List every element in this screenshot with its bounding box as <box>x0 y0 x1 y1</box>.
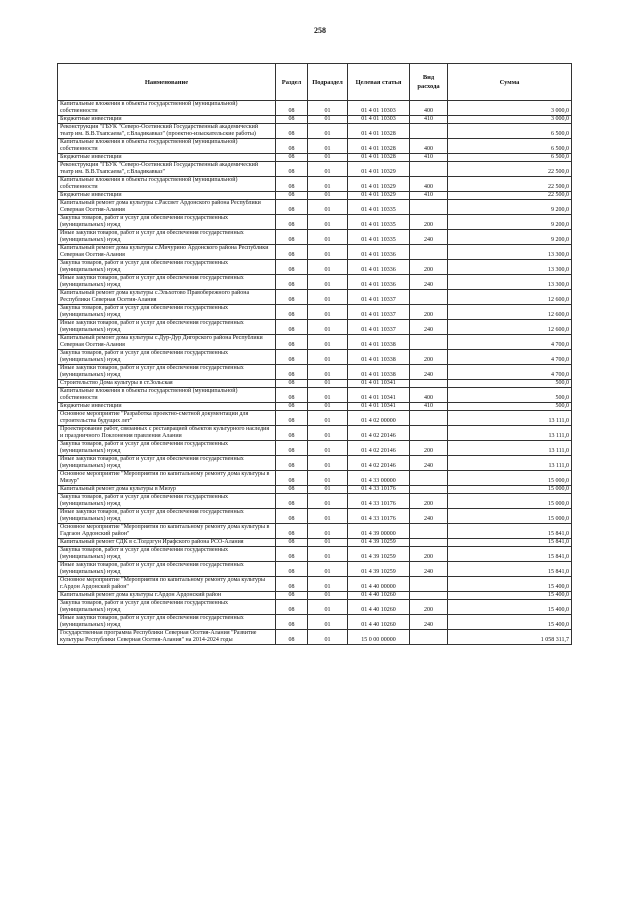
table-row <box>58 615 572 630</box>
table-row <box>58 275 572 290</box>
table-row <box>58 139 572 154</box>
cell-vid: 410 <box>410 403 448 411</box>
cell-podrazdel: 01 <box>308 154 348 162</box>
cell-vid: 200 <box>410 260 448 275</box>
cell-podrazdel: 01 <box>308 116 348 124</box>
cell-statya: 01 4 33 10176 <box>348 509 410 524</box>
cell-summa: 6 500,0 <box>448 124 572 139</box>
table-row <box>58 403 572 411</box>
cell-podrazdel: 01 <box>308 494 348 509</box>
cell-razdel: 08 <box>276 388 308 403</box>
cell-vid: 240 <box>410 456 448 471</box>
cell-podrazdel: 01 <box>308 139 348 154</box>
cell-podrazdel: 01 <box>308 630 348 645</box>
cell-vid <box>410 539 448 547</box>
cell-statya: 01 4 01 10335 <box>348 230 410 245</box>
cell-razdel: 08 <box>276 615 308 630</box>
cell-name: Капитальные вложения в объекты государственной (муниципальной) собственности <box>58 101 276 116</box>
cell-podrazdel: 01 <box>308 547 348 562</box>
header-vid: Вид расхода <box>410 64 448 101</box>
cell-statya: 01 4 02 00000 <box>348 411 410 426</box>
cell-vid <box>410 162 448 177</box>
cell-vid <box>410 200 448 215</box>
cell-summa: 22 500,0 <box>448 162 572 177</box>
cell-name: Иные закупки товаров, работ и услуг для обеспечения государственных (муниципальных) нужд <box>58 615 276 630</box>
cell-podrazdel: 01 <box>308 456 348 471</box>
cell-podrazdel: 01 <box>308 615 348 630</box>
cell-razdel: 08 <box>276 350 308 365</box>
table-row <box>58 154 572 162</box>
cell-summa: 15 000,0 <box>448 486 572 494</box>
cell-vid: 240 <box>410 230 448 245</box>
cell-podrazdel: 01 <box>308 509 348 524</box>
cell-statya: 01 4 01 10336 <box>348 260 410 275</box>
cell-razdel: 08 <box>276 471 308 486</box>
cell-statya: 01 4 40 00000 <box>348 577 410 592</box>
cell-podrazdel: 01 <box>308 350 348 365</box>
cell-podrazdel: 01 <box>308 539 348 547</box>
cell-razdel: 08 <box>276 380 308 388</box>
cell-statya: 01 4 01 10329 <box>348 177 410 192</box>
cell-podrazdel: 01 <box>308 411 348 426</box>
table-row <box>58 411 572 426</box>
table-row <box>58 320 572 335</box>
table-row <box>58 577 572 592</box>
cell-name: Бюджетные инвестиции <box>58 403 276 411</box>
table-row <box>58 562 572 577</box>
cell-statya: 01 4 01 10336 <box>348 275 410 290</box>
cell-statya: 01 4 01 10328 <box>348 124 410 139</box>
cell-summa: 15 841,0 <box>448 539 572 547</box>
cell-podrazdel: 01 <box>308 305 348 320</box>
cell-vid: 410 <box>410 116 448 124</box>
cell-statya: 01 4 01 10303 <box>348 101 410 116</box>
table-row <box>58 192 572 200</box>
cell-name: Проектирование работ, связанных с реставрацией объектов культурного наследия и праздничного Поклонения правления Алании <box>58 426 276 441</box>
table-header-row <box>58 64 572 101</box>
cell-vid: 410 <box>410 192 448 200</box>
cell-podrazdel: 01 <box>308 162 348 177</box>
cell-vid <box>410 380 448 388</box>
cell-vid: 200 <box>410 215 448 230</box>
cell-statya: 01 4 39 10259 <box>348 562 410 577</box>
cell-statya: 01 4 01 10329 <box>348 162 410 177</box>
header-statya: Целевая статья <box>348 64 410 101</box>
cell-statya: 01 4 01 10338 <box>348 335 410 350</box>
cell-podrazdel: 01 <box>308 524 348 539</box>
cell-vid <box>410 411 448 426</box>
table-row <box>58 539 572 547</box>
cell-razdel: 08 <box>276 411 308 426</box>
cell-vid <box>410 630 448 645</box>
cell-statya: 01 4 33 10176 <box>348 494 410 509</box>
cell-statya: 01 4 01 10337 <box>348 320 410 335</box>
table-row <box>58 494 572 509</box>
cell-podrazdel: 01 <box>308 600 348 615</box>
table-row <box>58 441 572 456</box>
table-row <box>58 630 572 645</box>
cell-razdel: 08 <box>276 177 308 192</box>
cell-vid <box>410 245 448 260</box>
cell-summa: 15 000,0 <box>448 494 572 509</box>
cell-razdel: 08 <box>276 509 308 524</box>
cell-summa: 6 500,0 <box>448 139 572 154</box>
table-row <box>58 200 572 215</box>
cell-razdel: 08 <box>276 335 308 350</box>
cell-summa: 6 500,0 <box>448 154 572 162</box>
cell-name: Основное мероприятие "Разработка проектно-сметной документации для строительства будущих лет" <box>58 411 276 426</box>
cell-name: Закупка товаров, работ и услуг для обеспечения государственных (муниципальных) нужд <box>58 547 276 562</box>
cell-name: Капитальный ремонт дома культуры с.Рассвет Ардонского района Республики Северная Осетия-Алания <box>58 200 276 215</box>
cell-name: Закупка товаров, работ и услуг для обеспечения государственных (муниципальных) нужд <box>58 305 276 320</box>
cell-vid: 200 <box>410 305 448 320</box>
cell-summa: 500,0 <box>448 380 572 388</box>
cell-razdel: 08 <box>276 547 308 562</box>
cell-vid: 400 <box>410 101 448 116</box>
cell-name: Капитальные вложения в объекты государственной (муниципальной) собственности <box>58 388 276 403</box>
cell-summa: 4 700,0 <box>448 365 572 380</box>
cell-podrazdel: 01 <box>308 577 348 592</box>
cell-summa: 9 200,0 <box>448 230 572 245</box>
cell-razdel: 08 <box>276 524 308 539</box>
cell-summa: 1 058 311,7 <box>448 630 572 645</box>
cell-razdel: 08 <box>276 245 308 260</box>
table-row <box>58 524 572 539</box>
cell-summa: 13 300,0 <box>448 260 572 275</box>
cell-vid: 240 <box>410 275 448 290</box>
cell-podrazdel: 01 <box>308 245 348 260</box>
table-row <box>58 335 572 350</box>
cell-name: Закупка товаров, работ и услуг для обеспечения государственных (муниципальных) нужд <box>58 350 276 365</box>
table-row <box>58 245 572 260</box>
cell-vid <box>410 471 448 486</box>
cell-vid <box>410 592 448 600</box>
cell-statya: 01 4 01 10328 <box>348 154 410 162</box>
cell-podrazdel: 01 <box>308 403 348 411</box>
cell-razdel: 08 <box>276 426 308 441</box>
cell-name: Закупка товаров, работ и услуг для обеспечения государственных (муниципальных) нужд <box>58 441 276 456</box>
cell-statya: 01 4 02 20146 <box>348 456 410 471</box>
cell-vid: 240 <box>410 320 448 335</box>
cell-statya: 01 4 01 10341 <box>348 403 410 411</box>
cell-razdel: 08 <box>276 630 308 645</box>
table-row <box>58 592 572 600</box>
cell-summa: 500,0 <box>448 388 572 403</box>
cell-name: Закупка товаров, работ и услуг для обеспечения государственных (муниципальных) нужд <box>58 494 276 509</box>
cell-podrazdel: 01 <box>308 441 348 456</box>
cell-name: Иные закупки товаров, работ и услуг для обеспечения государственных (муниципальных) нужд <box>58 320 276 335</box>
cell-statya: 01 4 40 10260 <box>348 600 410 615</box>
header-podrazdel: Подраздел <box>308 64 348 101</box>
cell-summa: 22 500,0 <box>448 177 572 192</box>
cell-statya: 01 4 01 10335 <box>348 200 410 215</box>
cell-razdel: 08 <box>276 200 308 215</box>
cell-name: Основное мероприятие "Мероприятия по капитальному ремонту дома культуры в Гадгаон Ардонский район" <box>58 524 276 539</box>
cell-name: Капитальный ремонт дома культуры с.Дур-Дур Дигорского района Республики Северная Осетия-Алания <box>58 335 276 350</box>
cell-statya: 01 4 01 10335 <box>348 215 410 230</box>
cell-vid: 410 <box>410 154 448 162</box>
table-row <box>58 380 572 388</box>
table-row <box>58 260 572 275</box>
cell-name: Строительство Дома культуры в ст.Зольская <box>58 380 276 388</box>
cell-summa: 15 841,0 <box>448 524 572 539</box>
cell-statya: 01 4 01 10338 <box>348 365 410 380</box>
cell-name: Капитальные вложения в объекты государственной (муниципальной) собственности <box>58 139 276 154</box>
cell-name: Государственная программа Республики Северная Осетия-Алания "Развитие культуры Республики Северная Осетия-Алания" на 2014-2024 годы <box>58 630 276 645</box>
cell-name: Закупка товаров, работ и услуг для обеспечения государственных (муниципальных) нужд <box>58 260 276 275</box>
cell-vid: 200 <box>410 350 448 365</box>
cell-vid <box>410 486 448 494</box>
cell-statya: 01 4 39 10259 <box>348 539 410 547</box>
table-row <box>58 365 572 380</box>
cell-name: Иные закупки товаров, работ и услуг для обеспечения государственных (муниципальных) нужд <box>58 275 276 290</box>
cell-summa: 500,0 <box>448 403 572 411</box>
cell-summa: 12 600,0 <box>448 305 572 320</box>
cell-summa: 15 000,0 <box>448 509 572 524</box>
cell-summa: 15 400,0 <box>448 592 572 600</box>
cell-podrazdel: 01 <box>308 388 348 403</box>
cell-podrazdel: 01 <box>308 335 348 350</box>
cell-statya: 01 4 01 10336 <box>348 245 410 260</box>
table-row <box>58 600 572 615</box>
cell-name: Бюджетные инвестиции <box>58 154 276 162</box>
cell-vid: 200 <box>410 494 448 509</box>
cell-razdel: 08 <box>276 577 308 592</box>
table-row <box>58 350 572 365</box>
cell-summa: 13 111,0 <box>448 426 572 441</box>
cell-statya: 01 4 01 10341 <box>348 380 410 388</box>
cell-razdel: 08 <box>276 154 308 162</box>
table-row <box>58 116 572 124</box>
cell-summa: 15 841,0 <box>448 547 572 562</box>
cell-name: Закупка товаров, работ и услуг для обеспечения государственных (муниципальных) нужд <box>58 600 276 615</box>
cell-podrazdel: 01 <box>308 215 348 230</box>
cell-razdel: 08 <box>276 192 308 200</box>
cell-summa: 4 700,0 <box>448 335 572 350</box>
cell-razdel: 08 <box>276 562 308 577</box>
table-row <box>58 509 572 524</box>
cell-podrazdel: 01 <box>308 101 348 116</box>
cell-statya: 01 4 01 10337 <box>348 290 410 305</box>
cell-summa: 13 300,0 <box>448 245 572 260</box>
cell-statya: 01 4 01 10338 <box>348 350 410 365</box>
cell-summa: 13 300,0 <box>448 275 572 290</box>
cell-razdel: 08 <box>276 305 308 320</box>
cell-name: Капитальный ремонт СДК в с.Толдзгун Ирафского района РСО-Алания <box>58 539 276 547</box>
cell-razdel: 08 <box>276 290 308 305</box>
cell-podrazdel: 01 <box>308 230 348 245</box>
budget-table <box>57 63 572 645</box>
cell-vid <box>410 335 448 350</box>
cell-name: Иные закупки товаров, работ и услуг для обеспечения государственных (муниципальных) нужд <box>58 509 276 524</box>
table-row <box>58 290 572 305</box>
cell-razdel: 08 <box>276 494 308 509</box>
cell-podrazdel: 01 <box>308 177 348 192</box>
cell-statya: 01 4 01 10337 <box>348 305 410 320</box>
table-row <box>58 162 572 177</box>
cell-razdel: 08 <box>276 441 308 456</box>
cell-summa: 13 111,0 <box>448 441 572 456</box>
cell-summa: 22 500,0 <box>448 192 572 200</box>
cell-statya: 01 4 01 10328 <box>348 139 410 154</box>
cell-vid: 240 <box>410 365 448 380</box>
cell-razdel: 08 <box>276 139 308 154</box>
cell-razdel: 08 <box>276 230 308 245</box>
cell-razdel: 08 <box>276 275 308 290</box>
table-row <box>58 471 572 486</box>
cell-vid: 200 <box>410 441 448 456</box>
cell-summa: 12 600,0 <box>448 290 572 305</box>
cell-razdel: 08 <box>276 456 308 471</box>
cell-summa: 15 400,0 <box>448 615 572 630</box>
cell-vid: 240 <box>410 615 448 630</box>
cell-name: Иные закупки товаров, работ и услуг для обеспечения государственных (муниципальных) нужд <box>58 365 276 380</box>
cell-statya: 01 4 40 10260 <box>348 592 410 600</box>
table-row <box>58 456 572 471</box>
cell-name: Капитальные вложения в объекты государственной (муниципальной) собственности <box>58 177 276 192</box>
table-row <box>58 124 572 139</box>
cell-name: Капитальный ремонт дома культуры в Мизур <box>58 486 276 494</box>
cell-summa: 13 111,0 <box>448 456 572 471</box>
cell-statya: 01 4 40 10260 <box>348 615 410 630</box>
header-name: Наименование <box>58 64 276 101</box>
cell-razdel: 08 <box>276 116 308 124</box>
table-row <box>58 177 572 192</box>
cell-name: Иные закупки товаров, работ и услуг для обеспечения государственных (муниципальных) нужд <box>58 562 276 577</box>
cell-name: Капитальный ремонт дома культуры г.Ардон Ардонский район <box>58 592 276 600</box>
cell-summa: 15 000,0 <box>448 471 572 486</box>
cell-vid: 240 <box>410 509 448 524</box>
cell-vid <box>410 426 448 441</box>
cell-name: Иные закупки товаров, работ и услуг для обеспечения государственных (муниципальных) нужд <box>58 230 276 245</box>
cell-statya: 01 4 01 10303 <box>348 116 410 124</box>
cell-name: Капитальный ремонт дома культуры с.Эльхотово Правобережного района Республики Северная Осетия-Алания <box>58 290 276 305</box>
cell-podrazdel: 01 <box>308 290 348 305</box>
cell-name: Капитальный ремонт дома культуры с.Мичурино Ардонского района Республики Северная Осетия-Алания <box>58 245 276 260</box>
cell-summa: 12 600,0 <box>448 320 572 335</box>
cell-statya: 01 4 01 10329 <box>348 192 410 200</box>
cell-podrazdel: 01 <box>308 200 348 215</box>
table-row <box>58 486 572 494</box>
page-number: 258 <box>314 26 326 35</box>
table-row <box>58 547 572 562</box>
cell-razdel: 08 <box>276 101 308 116</box>
cell-razdel: 08 <box>276 486 308 494</box>
cell-podrazdel: 01 <box>308 275 348 290</box>
cell-podrazdel: 01 <box>308 592 348 600</box>
cell-vid: 400 <box>410 388 448 403</box>
cell-vid: 200 <box>410 547 448 562</box>
table-row <box>58 305 572 320</box>
cell-razdel: 08 <box>276 124 308 139</box>
cell-statya: 01 4 39 10259 <box>348 547 410 562</box>
cell-summa: 15 400,0 <box>448 577 572 592</box>
header-summa: Сумма <box>448 64 572 101</box>
cell-razdel: 08 <box>276 539 308 547</box>
cell-vid: 400 <box>410 177 448 192</box>
cell-podrazdel: 01 <box>308 320 348 335</box>
cell-name: Реконструкция "ГБУК "Северо-Осетинский Государственный академический театр им. В.В.Тхапсаева", г.Владикавказ" <box>58 162 276 177</box>
cell-podrazdel: 01 <box>308 380 348 388</box>
cell-name: Основное мероприятие "Мероприятия по капитальному ремонту дома культуры г.Ардон Ардонский район" <box>58 577 276 592</box>
cell-summa: 15 841,0 <box>448 562 572 577</box>
cell-razdel: 08 <box>276 592 308 600</box>
cell-vid <box>410 124 448 139</box>
cell-podrazdel: 01 <box>308 124 348 139</box>
cell-summa: 9 200,0 <box>448 215 572 230</box>
cell-summa: 9 200,0 <box>448 200 572 215</box>
table-row <box>58 230 572 245</box>
cell-name: Бюджетные инвестиции <box>58 116 276 124</box>
cell-name: Иные закупки товаров, работ и услуг для обеспечения государственных (муниципальных) нужд <box>58 456 276 471</box>
cell-razdel: 08 <box>276 600 308 615</box>
cell-summa: 3 000,0 <box>448 116 572 124</box>
cell-summa: 4 700,0 <box>448 350 572 365</box>
table-row <box>58 215 572 230</box>
cell-summa: 3 000,0 <box>448 101 572 116</box>
table-row <box>58 426 572 441</box>
cell-name: Закупка товаров, работ и услуг для обеспечения государственных (муниципальных) нужд <box>58 215 276 230</box>
cell-name: Реконструкция "ГБУК "Северо-Осетинский Государственный академический театр им. В.В.Тхапсаева", г.Владикавказ" (проектно-изыскательские работы) <box>58 124 276 139</box>
cell-statya: 01 4 02 20146 <box>348 441 410 456</box>
header-razdel: Раздел <box>276 64 308 101</box>
cell-podrazdel: 01 <box>308 260 348 275</box>
cell-podrazdel: 01 <box>308 562 348 577</box>
cell-vid <box>410 290 448 305</box>
cell-vid <box>410 524 448 539</box>
cell-summa: 15 400,0 <box>448 600 572 615</box>
table-row <box>58 388 572 403</box>
cell-razdel: 08 <box>276 403 308 411</box>
cell-statya: 01 4 01 10341 <box>348 388 410 403</box>
cell-name: Основное мероприятие "Мероприятия по капитальному ремонту дома культуры в Мизур" <box>58 471 276 486</box>
cell-statya: 01 4 39 00000 <box>348 524 410 539</box>
cell-podrazdel: 01 <box>308 471 348 486</box>
cell-summa: 13 111,0 <box>448 411 572 426</box>
cell-podrazdel: 01 <box>308 486 348 494</box>
cell-razdel: 08 <box>276 320 308 335</box>
cell-razdel: 08 <box>276 162 308 177</box>
cell-vid: 240 <box>410 562 448 577</box>
cell-podrazdel: 01 <box>308 365 348 380</box>
cell-vid: 200 <box>410 600 448 615</box>
cell-razdel: 08 <box>276 215 308 230</box>
cell-statya: 15 0 00 00000 <box>348 630 410 645</box>
cell-statya: 01 4 33 10176 <box>348 486 410 494</box>
cell-statya: 01 4 33 00000 <box>348 471 410 486</box>
cell-razdel: 08 <box>276 365 308 380</box>
cell-statya: 01 4 02 20146 <box>348 426 410 441</box>
cell-podrazdel: 01 <box>308 426 348 441</box>
cell-vid <box>410 577 448 592</box>
cell-name: Бюджетные инвестиции <box>58 192 276 200</box>
cell-vid: 400 <box>410 139 448 154</box>
cell-razdel: 08 <box>276 260 308 275</box>
cell-podrazdel: 01 <box>308 192 348 200</box>
table-row <box>58 101 572 116</box>
